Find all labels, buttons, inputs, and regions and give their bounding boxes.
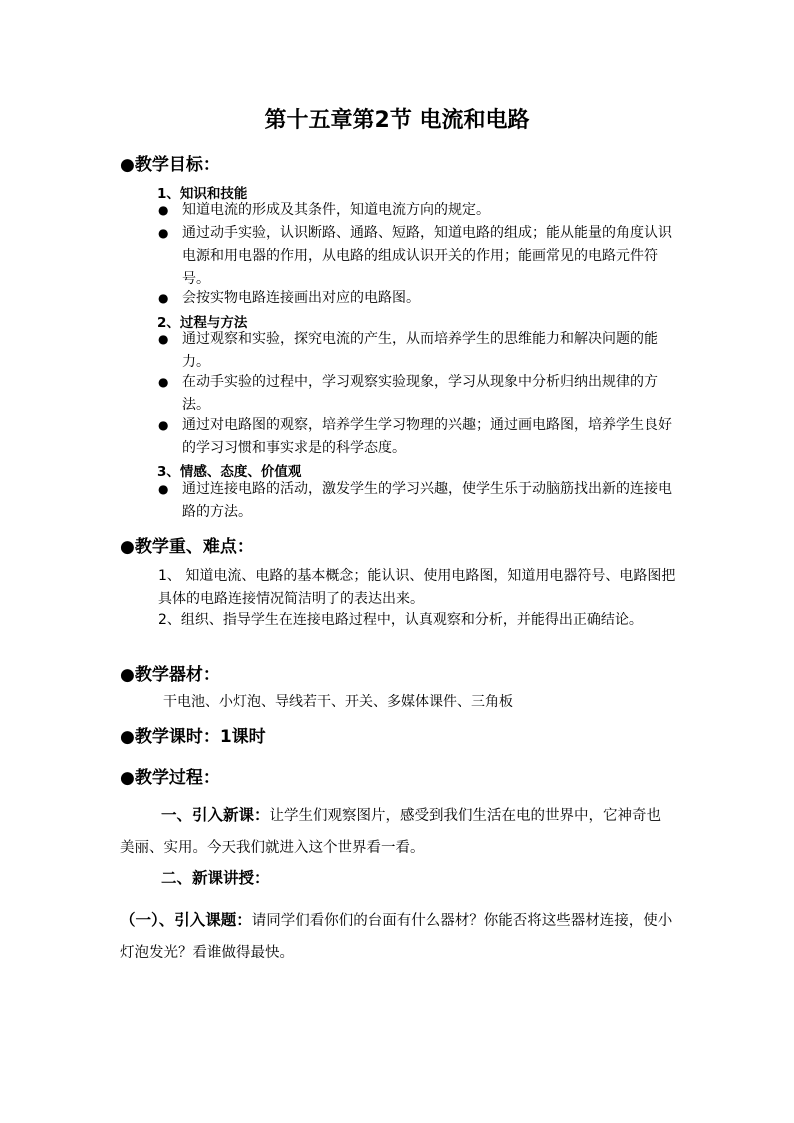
knowledge-heading: 1、知识和技能 — [157, 186, 248, 202]
new-lesson-label: 二、新课讲授： — [161, 869, 270, 887]
intro-label: 一、引入新课： — [161, 806, 270, 824]
bullet-icon: ● — [158, 226, 169, 240]
bullet-icon: ● — [158, 203, 169, 217]
bullet-icon: ● — [158, 418, 169, 432]
key-point-1: 1、 知道电流、电路的基本概念；能认识、使用电路图，知道用电器符号、电路图把具体的电路连接情况简洁明了的表达出来。 — [158, 568, 676, 607]
list-item: ● 通过观察和实验，探究电流的产生，从而培养学生的思维能力和解决问题的能力。 — [158, 328, 678, 374]
list-item: ● 会按实物电路连接画出对应的电路图。 — [158, 287, 678, 310]
list-item: ● 在动手实验的过程中，学习观察实验现象，学习从现象中分析归纳出规律的方法。 — [158, 371, 678, 417]
equipment-list: 干电池、小灯泡、导线若干、开关、多媒体课件、三角板 — [163, 694, 513, 710]
goals-heading: ●教学目标： — [120, 155, 220, 175]
list-item: ● 通过连接电路的活动，激发学生的学习兴趣，使学生乐于动脑筋找出新的连接电路的方法。 — [158, 478, 678, 524]
key-points-heading: ●教学重、难点： — [120, 537, 254, 557]
equipment-heading: ●教学器材： — [120, 665, 220, 685]
list-item: ● 知道电流的形成及其条件，知道电流方向的规定。 — [158, 199, 678, 222]
page-title: 第十五章第2节 电流和电路 — [264, 108, 530, 133]
key-point-2: 2、组织、指导学生在连接电路过程中，认真观察和分析，并能得出正确结论。 — [158, 612, 643, 628]
intro-paragraph — [120, 799, 675, 864]
process-method-heading: 2、过程与方法 — [157, 315, 248, 331]
intro-text: 让学生们观察图片，感受到我们生活在电的世界中，它神奇也美丽、实用。今天我们就进入这个世界看一看。 — [120, 808, 662, 856]
bullet-icon: ● — [158, 482, 169, 496]
topic-label: （一）、引入课题： — [120, 911, 252, 929]
list-item: ● 通过对电路图的观察，培养学生学习物理的兴趣；通过画电路图，培养学生良好的学习习惯和事实求是的科学态度。 — [158, 414, 678, 460]
bullet-icon: ● — [158, 332, 169, 346]
bullet-icon: ● — [158, 291, 169, 305]
new-lesson-paragraph — [120, 862, 675, 895]
bullet-icon: ● — [158, 375, 169, 389]
class-hours-heading: ●教学课时：1课时 — [120, 727, 266, 747]
list-item: ● 通过动手实验，认识断路、通路、短路，知道电路的组成；能从能量的角度认识电源和用电器的作用，从电路的组成认识开关的作用；能画常见的电路元件符号。 — [158, 222, 678, 291]
attitude-heading: 3、情感、态度、价值观 — [157, 464, 302, 480]
topic-paragraph — [120, 904, 675, 969]
topic-text: 请同学们看你们的台面有什么器材？你能否将这些器材连接，使小灯泡发光？看谁做得最快。 — [120, 913, 673, 961]
process-heading: ●教学过程： — [120, 768, 220, 788]
